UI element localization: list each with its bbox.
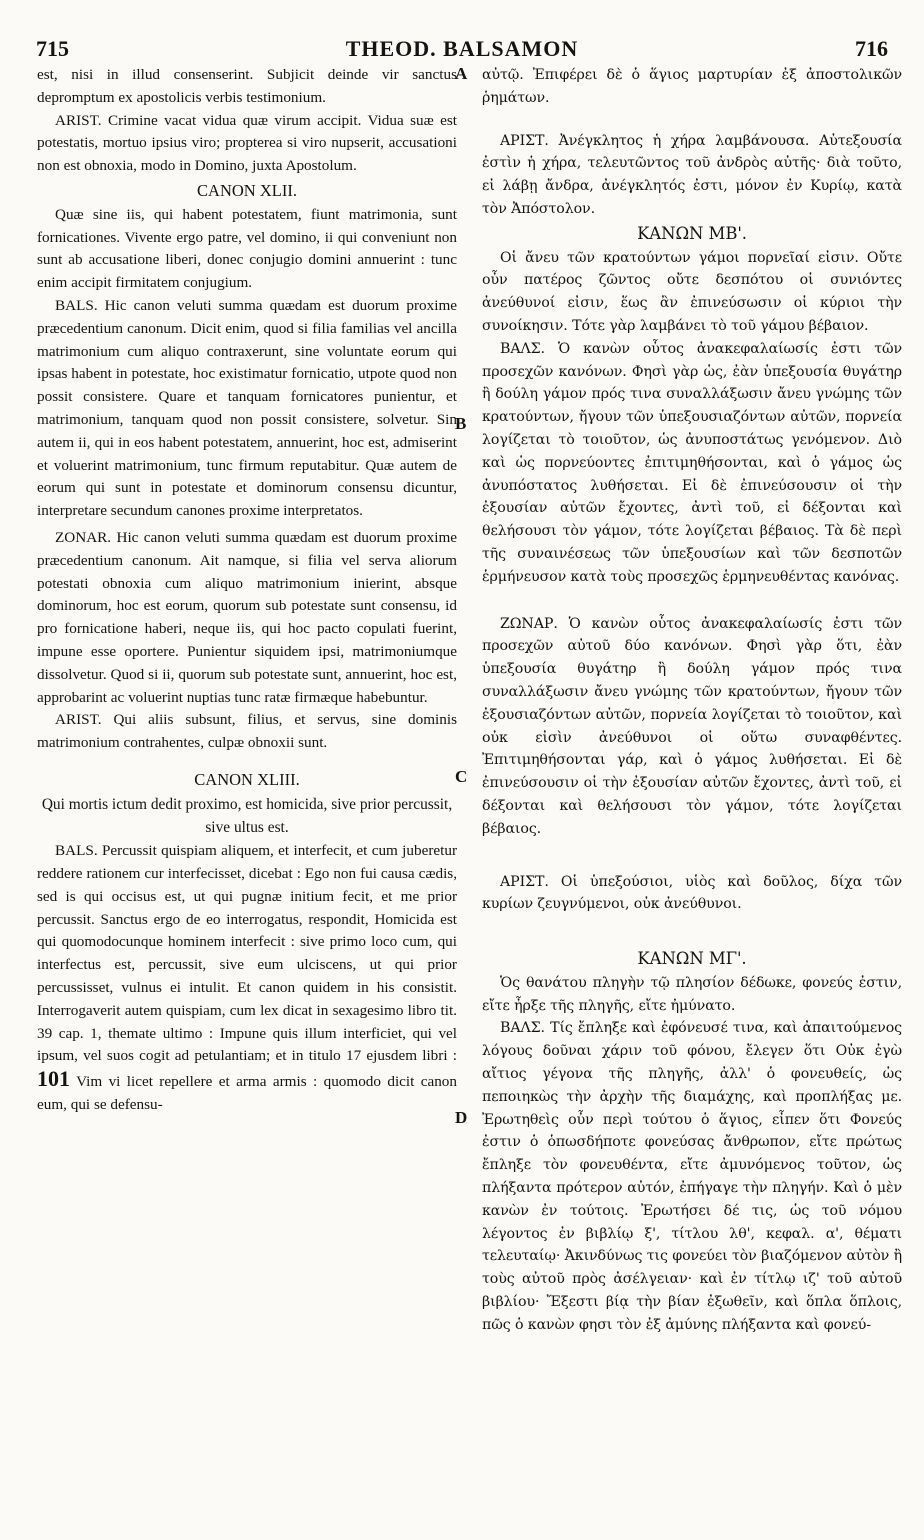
greek-paragraph: ΒΑΛΣ. Τίς ἔπληξε καὶ ἐφόνευσέ τινα, καὶ ἀπαιτούμενος λόγους δοῦναι χάριν τοῦ φόνου, ἔλεγεν ὅτι Οὐκ ἐγὼ αἴτιος γέγονα τῆς πληγῆς, ἀλλ' ὁ φονευθείς, ὡς πεποιηκὼς τὴν ἀρχὴν τῆς διαμάχης, καὶ προπλήξας με. Ἐρωτηθεὶς οὖν περὶ τούτου ὁ ἅγιος, εἶπεν ὅτι Φονεύς ἐστιν ὁ ὁπωσδήποτε φονεύσας ἄνθρωπον, εἴτε πρώτως ἔπληξε τὸν φονευθέντα, εἴτε ἀμυνόμενος τοῦτον, ὡς πλήξαντα πρότερον αὐτόν, ἐπήγαγε τὴν πληγήν. Καὶ ὁ μὲν κανὼν ἐν τούτοις. Ἐρωτήσει δέ τις, ὡς τοῦ νόμου λέγοντος ἐν βιβλίῳ ξ', τίτλου λθ', κεφαλ. α', θέματι τελευταίῳ· Ἀκινδύνως τις φονεύει τὸν βιαζόμενον αὐτὸν ἢ τοὺς αὐτοῦ πρὸς ἀσέλγειαν· καὶ ἐν τίτλῳ ιζ' τοῦ αὐτοῦ βιβλίου· Ἔξεστι βίᾳ τὴν βίαν ἐξωθεῖν, καὶ ὅπλα ὅπλοις, πῶς ὁ κανὼν φησι τὸν ἐξ ἀμύνης πλήξαντα καὶ φονεύ- — [482, 1020, 902, 1333]
greek-paragraph: ΖΩΝΑΡ. Ὁ κανὼν οὗτος ἀνακεφαλαίωσίς ἐστι τῶν προσεχῶν αὐτοῦ δύο κανόνων. Φησὶ γὰρ ὅτι, ἐὰν ὑπεξουσία θυγάτηρ ἢ δούλη γάμον πρός τινα συναλλάξωσιν ἄνευ γνώμης τῶν κρατούντων, ἤγουν τῶν ἐξουσιαζόντων αὐτῶν, πορνεία λογίζεται τὸ τοιοῦτον, καὶ οὐκ εἰσὶν ἀνεύθυνοι οἱ οὕτω συναφθέντες. Ἐπιτιμηθήσονται γάρ, καὶ ὁ γάμος λυθήσεται. Εἰ δὲ ἐπινεύσουσιν οἱ τὴν ἐξουσίαν αὐτῶν ἔχοντες, ἀντὶ τοῦ, εἰ δέξονται καὶ θελήσουσι τὸν γάμον, τότε λογίζεται βέβαιος. — [482, 615, 902, 837]
greek-paragraph: αὐτῷ. Ἐπιφέρει δὲ ὁ ἅγιος μαρτυρίαν ἐξ ἀποστολικῶν ῥημάτων. — [482, 67, 902, 106]
greek-canon-heading: ΚΑΝΩΝ ΜΒ'. — [637, 223, 747, 243]
latin-paragraph: ARIST. Qui aliis subsunt, filius, et servus, sine dominis matrimonium contrahentes, culpæ obnoxii sunt. — [37, 711, 457, 752]
right-page-number: 716 — [855, 36, 888, 61]
greek-paragraph: ΑΡΙΣΤ. Οἱ ὑπεξούσιοι, υἱὸς καὶ δοῦλος, δίχα τῶν κυρίων ζευγνύμενοι, οὐκ ἀνεύθυνοι. — [482, 873, 902, 913]
greek-paragraph: ΑΡΙΣΤ. Ἀνέγκλητος ἡ χήρα λαμβάνουσα. Αὐτεξουσία ἐστὶν ἡ χήρα, τελευτῶντος τοῦ ἀνδρὸς αὐτῆς· διὰ τοῦτο, εἰ λάβῃ ἄνδρα, ἀνέγκλητός ἐστι, μόνον ἐν Κυρίῳ, κατὰ τὸν Ἀπόστολον. — [482, 132, 902, 217]
greek-column — [482, 64, 902, 1337]
latin-column — [37, 64, 457, 1117]
latin-paragraph: ARIST. Crimine vacat vidua quæ virum accipit. Vidua suæ est potestatis, mortuo ipsius viro; propterea si viro nupserit, accusationi non est obnoxia, modo in Domino, juxta Apostolum. — [37, 111, 457, 175]
latin-paragraph: Quæ sine iis, qui habent potestatem, fiunt matrimonia, sunt fornicationes. Vivente ergo patre, vel domino, ii qui conveniunt non sunt ab accusatione liberi, donec conjugio domini annuerint : tunc enim accipit firmitatem conjugium. — [37, 205, 457, 292]
latin-text: BALS. Percussit quispiam aliquem, et interfecit, et cum juberetur reddere rationem cur interfecisset, dicebat : Ego non fui causa cædis, sed is qui occisus est, ut qui pugnæ initium fecit, et me prior percussit. Sanctus ergo de eo interrogatus, respondit, Homicida est qui quomodocunque hominem interfecit : sive primo loco cum, qui interfectus est, percussit, sive eum ulciscens, ut qui prior percussisset, vulnus ei intulit. Et canon quidem in his consistit. Interrogaverit autem quispiam, cum lex dicat in sexagesimo libro tit. 39 cap. 1, themate ultimo : Impune quis illum interficiet, qui vel ipsum, vel suos cogit ad petulantiam; et in titulo 17 ejusdem libri : — [37, 842, 457, 1065]
latin-paragraph: BALS. Hic canon veluti summa quædam est duorum proxime præcedentium canonum. Dicit enim, quod si filia familias vel ancilla matrimonium cum aliquo contraxerunt, sine voluntate eorum qui ipsas habent in potestate, hoc existimatur fornicatio, utpote quod non possit consistere. Quare et tanquam fornicatores punientur, et matrimonium, tanquam quod non possit consistere, solvetur. Sin autem ii, qui in eos habent potestatem, annuerint, hoc est, admiserint et voluerint matrimonium, tunc firmum reputabitur. Quæ autem de eorum qui sunt in potestate et dominorum consensu dicuntur, interpretare secundum canones proxime interpretatos. — [37, 296, 457, 520]
canon-heading: CANON XLII. — [197, 180, 297, 200]
margin-letter-c: C — [455, 767, 468, 786]
greek-canon-text: Ὁς θανάτου πληγὴν τῷ πλησίον δέδωκε, φονεύς ἐστιν, εἴτε ἦρξε τῆς πληγῆς, εἴτε ἠμύνατο. — [482, 974, 902, 1014]
greek-paragraph: Οἱ ἄνευ τῶν κρατούντων γάμοι πορνεῖαί εἰσιν. Οὔτε οὖν πατέρος ζῶντος οὔτε δεσπότου οἱ συνιόντες ἀνεύθυνοί εἰσιν, ἕως ἂν ἐπινεύσωσιν οἱ κύριοι τὴν συνοίκησιν. Τότε γὰρ λαμβάνει τὸ τοῦ γάμου βέβαιον. — [482, 249, 902, 334]
greek-canon-heading: ΚΑΝΩΝ ΜΓ'. — [637, 949, 747, 969]
signature-mark: 101 — [37, 1066, 70, 1092]
margin-letter-d: D — [455, 1108, 468, 1127]
running-title: THEOD. BALSAMON — [345, 36, 579, 61]
left-page-number: 715 — [36, 36, 69, 61]
canon-heading: CANON XLIII. — [194, 769, 300, 789]
latin-paragraph: ZONAR. Hic canon veluti summa quædam est duorum proxime præcedentium canonum. Ait namque, si filia vel serva aliorum potestati obnoxia cum aliquo matrimonium inierint, absque dominorum, hoc est eorum, quorum sub potestate sunt consensu, id pro fornicatione haberi, neque iis, qui hoc pacto copulati fuerint, impune esse oportere. Punientur siquidem ipsi, matrimoniumque dissolvetur. Quod si ii, quorum sub potestate sunt, annuerint, hoc est, approbarint ac voluerint nuptias tunc ratæ firmæque habebuntur. — [37, 528, 457, 706]
greek-paragraph: ΒΑΛΣ. Ὁ κανὼν οὗτος ἀνακεφαλαίωσίς ἐστι τῶν προσεχῶν κανόνων. Φησὶ γὰρ ὡς, ἐὰν ὑπεξουσία θυγάτηρ ἢ δούλη γάμον πρός τινα συναλλάξωσιν ἄνευ γνώμης τῶν κρατούντων, ἤγουν τῶν ὑπεξουσιαζόντων αὐτῶν, πορνεία λογίζεται τὸ τοιοῦτον, ὡς ἀνυποστάτως γενόμενον. Διὸ καὶ ὡς πορνεύοντες ἐπιτιμηθήσονται, καὶ ὁ γάμος ὡς ἀνυπόστατος λυθήσεται. Εἰ δὲ ἐπινεύσουσιν οἱ τὴν ἐξουσίαν αὐτῶν ἔχοντες, ἀντὶ τοῦ, εἰ δέξονται καὶ θελήσουσι τὸν γάμον, τότε λογίζεται βέβαιος. Τὰ δὲ περὶ τῆς συναινέσεως τῶν ὑπεξουσίων καὶ τῶν δεσποτῶν ἑρμήνευσον κατὰ τοὺς προσεχῶς ἑρμηνευθέντας κανόνας. — [482, 340, 902, 585]
margin-letter-b: B — [455, 414, 467, 433]
latin-paragraph: est, nisi in illud consenserint. Subjicit deinde vir sanctus depromptum ex apostolicis verbis testimonium. — [37, 66, 457, 106]
latin-text: Vim vi licet repellere et arma armis : quomodo dicit canon eum, qui se defensu- — [37, 1073, 457, 1114]
canon-text: Qui mortis ictum dedit proximo, est homicida, sive prior percussit, sive ultus est. — [41, 795, 453, 836]
latin-paragraph — [37, 840, 457, 1117]
margin-letter-a: A — [455, 64, 468, 83]
